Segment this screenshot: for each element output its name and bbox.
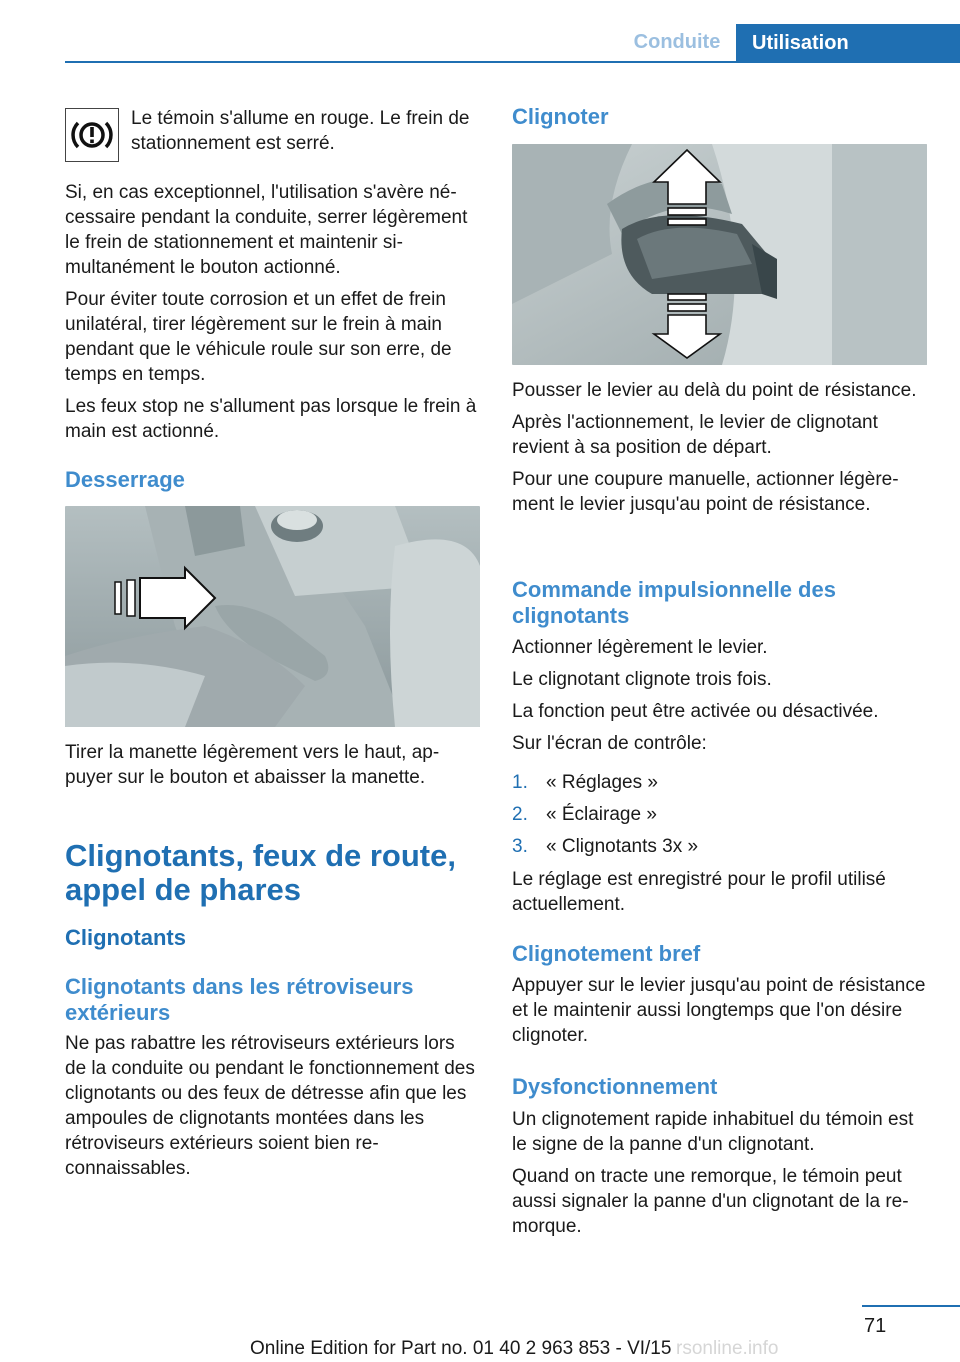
paragraph: Actionner légèrement le levier. [512, 637, 768, 658]
paragraph: Ne pas rabattre les rétroviseurs extérieurs lors de la conduite ou pendant le fonctionnement des clignotants ou des feux de détresse afin que les ampoules de clignotants montées dans les rétroviseurs extérieurs soient bien reconnaissables. [65, 1033, 475, 1179]
page-number: 71 [864, 1315, 887, 1337]
heading-desserrage: Desserrage [65, 467, 185, 492]
paragraph: La fonction peut être activée ou désactivée. [512, 701, 879, 722]
paragraph: Pour éviter toute corrosion et un effet de frein unilatéral, tirer légèrement sur le frein à main pendant que le véhicule roule sur son erre, de temps en temps. [65, 289, 452, 385]
footer-rule [862, 1305, 960, 1307]
handbrake-illustration [65, 506, 480, 727]
tab-utilisation[interactable]: Utilisation [736, 24, 960, 63]
paragraph: Le réglage est enregistré pour le profil utilisé actuellement. [512, 869, 886, 915]
paragraph: Si, en cas exceptionnel, l'utilisation s'avère nécessaire pendant la conduite, serrer légèrement le frein de stationnement et maintenir simultanément le bouton actionné. [65, 182, 468, 278]
paragraph: Sur l'écran de contrôle: [512, 733, 707, 754]
list-label: « Clignotants 3x » [546, 835, 699, 857]
list-item [512, 830, 928, 862]
watermark: rsonline.info [676, 1338, 779, 1359]
paragraph: Quand on tracte une remorque, le témoin peut aussi signaler la panne d'un clignotant de la remorque. [512, 1166, 909, 1237]
paragraph: Tirer la manette légèrement vers le haut, appuyer sur le bouton et abaisser la manette. [65, 742, 440, 788]
heading-retroviseurs: Clignotants dans les rétroviseurs extérieurs [65, 974, 414, 1025]
list-label: « Éclairage » [546, 803, 657, 825]
heading-clignotants: Clignotants [65, 925, 186, 950]
heading-clignotement-bref: Clignotement bref [512, 941, 701, 966]
list-label: « Réglages » [546, 771, 658, 793]
paragraph: Appuyer sur le levier jusqu'au point de résistance et le maintenir aussi longtemps que l'on désire clignoter. [512, 975, 926, 1046]
warning-text: Le témoin s'allume en rouge. Le frein de stationnement est serré. [131, 108, 470, 154]
list-item [512, 798, 928, 830]
list-number: 2. [512, 803, 528, 825]
section-title: Clignotants, feux de route, appel de phares [65, 838, 456, 907]
turn-signal-lever-illustration [512, 144, 927, 365]
parking-brake-warning-icon [65, 108, 119, 162]
heading-clignoter: Clignoter [512, 104, 609, 129]
heading-commande-impulsionnelle: Commande impulsionnelle des clignotants [512, 577, 836, 628]
paragraph: Un clignotement rapide inhabituel du témoin est le signe de la panne d'un clignotant. [512, 1109, 914, 1155]
paragraph: Les feux stop ne s'allument pas lorsque le frein à main est actionné. [65, 396, 477, 442]
paragraph: Pour une coupure manuelle, actionner légèrement le levier jusqu'au point de résistance. [512, 469, 899, 515]
paragraph: Pousser le levier au delà du point de résistance. [512, 380, 917, 401]
heading-dysfonctionnement: Dysfonctionnement [512, 1074, 718, 1099]
paragraph: Après l'actionnement, le levier de clignotant revient à sa position de départ. [512, 412, 878, 458]
paragraph: Le clignotant clignote trois fois. [512, 669, 772, 690]
list-number: 3. [512, 835, 528, 857]
header-rule [65, 61, 960, 63]
list-number: 1. [512, 771, 528, 793]
list-item [512, 766, 928, 798]
steps-list [512, 766, 928, 862]
tab-conduite[interactable]: Conduite [633, 31, 721, 53]
edition-text: Online Edition for Part no. 01 40 2 963 853 - VI/15 [250, 1338, 672, 1359]
